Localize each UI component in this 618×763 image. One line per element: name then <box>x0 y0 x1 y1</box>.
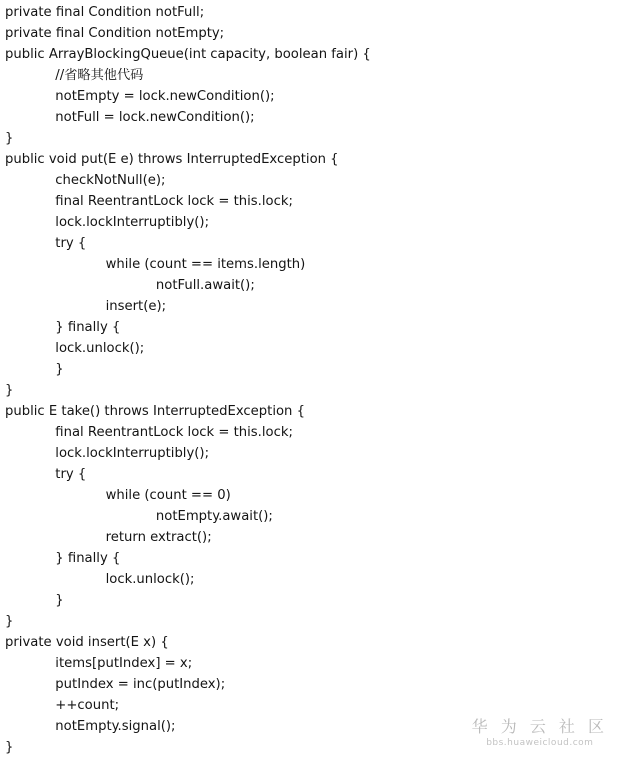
code-line: } <box>5 383 14 398</box>
code-line: insert(e); <box>5 299 167 314</box>
code-line: try { <box>5 467 87 482</box>
code-line: notFull = lock.newCondition(); <box>5 110 255 125</box>
code-line: public void put(E e) throws InterruptedException { <box>5 152 339 167</box>
code-line: return extract(); <box>5 530 212 545</box>
code-line: //省略其他代码 <box>5 68 144 83</box>
code-line: } finally { <box>5 551 121 566</box>
code-line: } <box>5 740 14 755</box>
code-line: items[putIndex] = x; <box>5 656 193 671</box>
code-line: lock.unlock(); <box>5 572 195 587</box>
code-line: ++count; <box>5 698 120 713</box>
code-line: while (count == 0) <box>5 488 231 503</box>
code-line: } <box>5 362 64 377</box>
code-line: notEmpty.signal(); <box>5 719 176 734</box>
code-line: final ReentrantLock lock = this.lock; <box>5 425 293 440</box>
code-line: private void insert(E x) { <box>5 635 169 650</box>
code-line: public E take() throws InterruptedException { <box>5 404 305 419</box>
watermark-url: bbs.huaweicloud.com <box>486 738 594 748</box>
code-line: } finally { <box>5 320 121 335</box>
code-line: } <box>5 614 14 629</box>
code-line: private final Condition notEmpty; <box>5 26 225 41</box>
code-line: lock.lockInterruptibly(); <box>5 215 210 230</box>
code-line: private final Condition notFull; <box>5 5 205 20</box>
code-line: notFull.await(); <box>5 278 255 293</box>
code-line: } <box>5 593 64 608</box>
code-line: try { <box>5 236 87 251</box>
code-line: lock.lockInterruptibly(); <box>5 446 210 461</box>
code-line: notEmpty = lock.newCondition(); <box>5 89 275 104</box>
code-line: lock.unlock(); <box>5 341 145 356</box>
code-line: final ReentrantLock lock = this.lock; <box>5 194 293 209</box>
watermark-title: 华 为 云 社 区 <box>471 717 608 736</box>
watermark <box>472 717 608 749</box>
code-line: putIndex = inc(putIndex); <box>5 677 226 692</box>
code-snippet <box>5 2 613 758</box>
code-line: notEmpty.await(); <box>5 509 273 524</box>
code-line: } <box>5 131 14 146</box>
code-line: public ArrayBlockingQueue(int capacity, boolean fair) { <box>5 47 371 62</box>
code-line: checkNotNull(e); <box>5 173 166 188</box>
code-line: while (count == items.length) <box>5 257 306 272</box>
